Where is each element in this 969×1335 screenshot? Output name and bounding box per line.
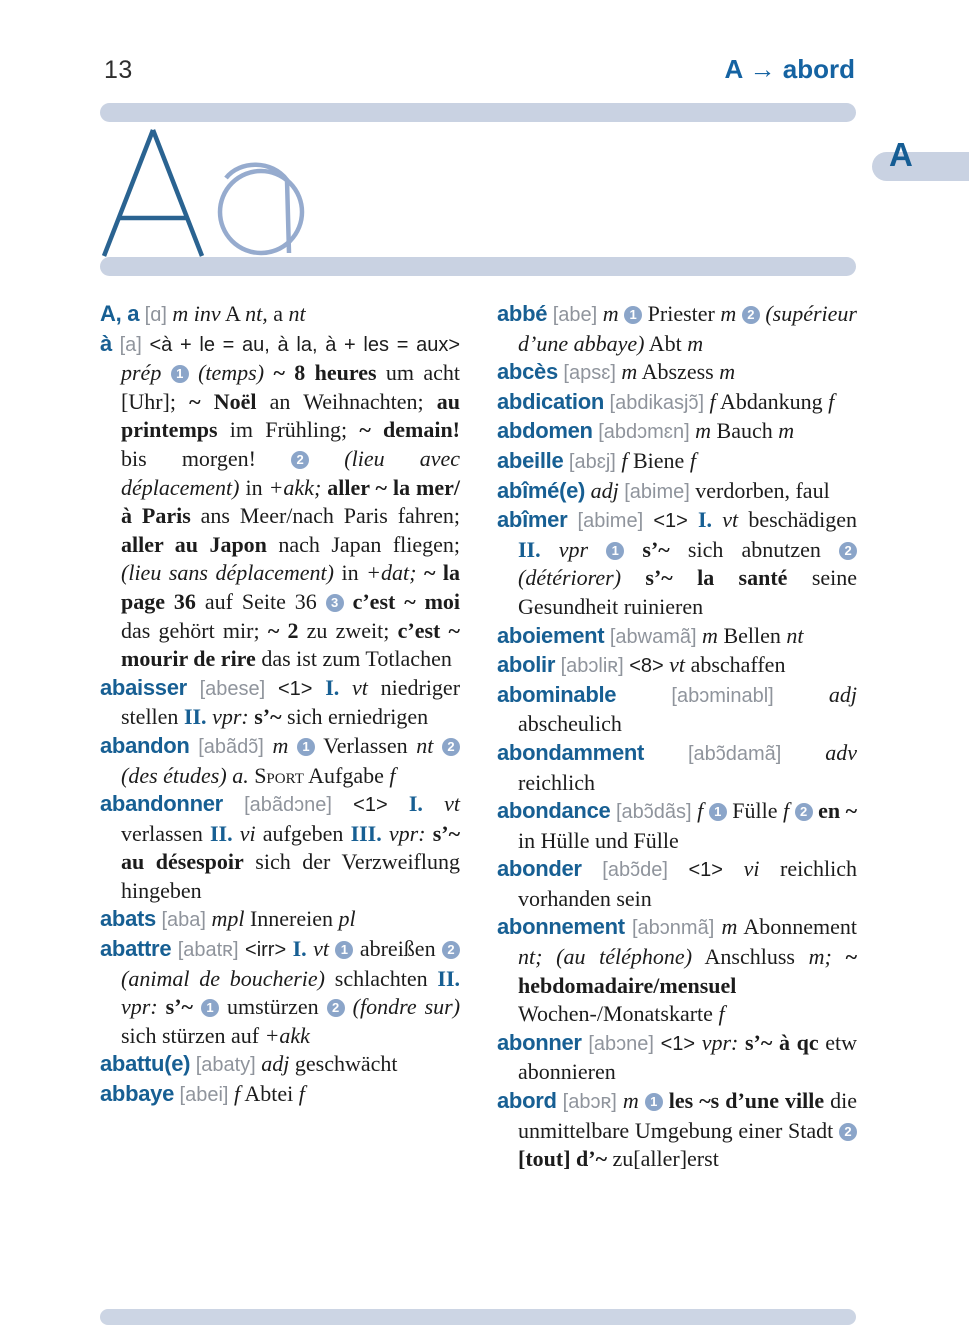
dictionary-entry <box>100 330 460 674</box>
translation-text: an Weihnachten; <box>269 388 424 414</box>
italic-label: vt <box>722 507 739 533</box>
headword: abandonner <box>100 791 223 817</box>
italic-label: nt <box>786 622 804 648</box>
example-phrase: ~ 8 heures <box>273 360 377 386</box>
example-phrase: les ~s d’une ville <box>668 1088 825 1114</box>
example-phrase: aller au Japon <box>121 531 267 557</box>
roman-numeral: II. <box>518 536 541 562</box>
italic-label: nt; <box>518 944 543 970</box>
dictionary-entry <box>100 674 460 732</box>
italic-label: m <box>702 622 718 648</box>
italic-label: a. <box>232 762 249 788</box>
translation-text: sich der Verzweiflung hingeben <box>121 849 460 903</box>
sense-number-badge: 1 <box>297 738 315 756</box>
headword: abaisser <box>100 674 187 700</box>
italic-label: +akk; <box>268 474 322 500</box>
dictionary-entry <box>100 732 460 790</box>
headword: abord <box>497 1088 557 1114</box>
italic-label: m <box>622 1088 639 1114</box>
italic-label: f <box>782 798 790 824</box>
italic-label: (temps) <box>198 360 265 386</box>
phonetic-transcription: [abɔminabl] <box>671 684 774 707</box>
example-phrase: [tout] d’~ <box>518 1146 608 1172</box>
translation-text: zu zweit; <box>306 617 390 643</box>
italic-label: vi <box>743 856 760 882</box>
phonetic-transcription: [abatʀ] <box>177 939 239 962</box>
translation-text: A <box>224 301 240 326</box>
translation-text: aufgeben <box>262 820 344 846</box>
example-phrase: s’~ la santé <box>645 565 788 591</box>
translation-text: niedriger stellen <box>121 674 461 730</box>
translation-text: verdorben, faul <box>695 477 830 503</box>
italic-label: mpl <box>211 906 245 932</box>
dictionary-columns <box>100 300 858 1174</box>
headword: abonnement <box>497 914 625 940</box>
headword: abondamment <box>497 739 645 765</box>
sense-number-badge: 2 <box>442 941 460 959</box>
italic-label: (lieu sans déplacement) <box>121 560 334 586</box>
bottom-divider-bar <box>100 1309 856 1325</box>
dictionary-entry <box>497 358 857 388</box>
column-left <box>100 300 460 1174</box>
example-phrase: c’est ~ moi <box>352 588 461 614</box>
italic-label: (détériorer) <box>518 565 622 591</box>
phonetic-transcription: [a] <box>119 333 142 356</box>
italic-label: f <box>389 762 396 788</box>
italic-label: f <box>621 447 628 473</box>
phonetic-transcription: [abɔʀ] <box>562 1091 617 1114</box>
sense-number-badge: 2 <box>291 451 309 469</box>
translation-text: Bauch <box>716 418 773 444</box>
headword: abbé <box>497 301 548 326</box>
phonetic-transcription: [abɔ̃de] <box>602 859 668 882</box>
italic-label: m <box>272 732 289 758</box>
italic-label: f <box>233 1081 241 1107</box>
dictionary-entry <box>497 855 857 913</box>
section-letters-art <box>98 124 328 262</box>
translation-text: Innereien <box>249 906 334 932</box>
italic-label: (animal de boucherie) <box>121 965 326 991</box>
example-phrase: s’~ <box>642 536 670 562</box>
example-phrase: ~ la page 36 <box>121 560 461 614</box>
translation-text: um acht [Uhr]; <box>121 360 461 414</box>
phonetic-transcription: [abɔ̃damã] <box>687 742 782 765</box>
example-phrase: ~ hebdomadaire/mensuel <box>518 944 858 998</box>
grammar-info: <8> <box>629 655 664 678</box>
sense-number-badge: 1 <box>201 999 219 1017</box>
translation-text: beschädigen <box>748 507 858 533</box>
dictionary-entry <box>497 797 857 855</box>
italic-label: (lieu avec déplacement) <box>121 445 461 500</box>
translation-text: abschaffen <box>690 652 786 678</box>
italic-label: vt <box>669 652 686 678</box>
italic-label: vi <box>239 820 256 846</box>
section-letter-A-icon <box>104 130 202 256</box>
translation-text: a <box>273 301 284 326</box>
example-phrase: s’~ au désespoir <box>121 820 461 875</box>
italic-label: f <box>689 447 696 473</box>
translation-text: Fülle <box>732 798 778 824</box>
example-phrase: s’~ <box>165 994 193 1020</box>
translation-text: in <box>245 474 263 500</box>
translation-text: Wochen-/Monatskarte <box>518 1001 713 1027</box>
translation-text: Biene <box>633 447 685 473</box>
italic-label: vpr: <box>212 704 249 730</box>
translation-text: Aufgabe <box>308 762 384 788</box>
headword: abondance <box>497 798 611 824</box>
translation-text: seine Gesundheit ruinieren <box>518 565 858 619</box>
example-phrase: ~ demain! <box>359 417 460 443</box>
phonetic-transcription: [apsɛ] <box>563 362 616 385</box>
headword: abbaye <box>100 1081 175 1107</box>
sense-number-badge: 1 <box>624 306 642 324</box>
italic-label: (au téléphone) <box>556 944 693 970</box>
translation-text: schlachten <box>334 965 428 991</box>
italic-label: vpr <box>558 536 589 562</box>
italic-label: +dat; <box>366 560 417 586</box>
phonetic-transcription: [abɔliʀ] <box>560 655 624 678</box>
italic-label: adj <box>828 681 857 707</box>
translation-text: Abszess <box>641 359 714 385</box>
translation-text: bis morgen! <box>121 445 256 471</box>
example-phrase: ~ Noël <box>189 388 257 414</box>
roman-numeral: I. <box>408 791 423 817</box>
headword: à <box>100 330 112 356</box>
italic-label: vpr: <box>121 994 158 1020</box>
translation-text: das ist zum Totlachen <box>261 646 452 672</box>
phonetic-transcription: [abwamã] <box>609 625 697 648</box>
italic-label: (fondre sur) <box>352 994 461 1020</box>
example-phrase: c’est ~ mourir de rire <box>121 617 460 672</box>
phonetic-transcription: [abei] <box>179 1084 229 1107</box>
sense-number-badge: 1 <box>606 542 624 560</box>
headword: abdication <box>497 388 605 414</box>
italic-label: f <box>718 1001 725 1027</box>
translation-text: Abt <box>648 330 682 356</box>
sense-number-badge: 2 <box>327 999 345 1017</box>
grammar-info: <1> <box>660 1032 696 1055</box>
thumb-tab <box>872 152 969 181</box>
phonetic-transcription: [abɛj] <box>568 450 616 473</box>
roman-numeral: II. <box>437 965 461 991</box>
italic-label: m; <box>808 944 832 970</box>
translation-text: das gehört mir; <box>121 617 260 643</box>
roman-numeral: I. <box>325 674 340 700</box>
italic-label: nt, <box>245 301 268 326</box>
dictionary-entry <box>497 447 857 477</box>
grammar-info: <1> <box>653 510 688 533</box>
dictionary-entry <box>100 300 460 330</box>
translation-text: Verlassen <box>323 732 408 758</box>
italic-label: vt <box>313 936 329 962</box>
dictionary-entry <box>100 1050 460 1080</box>
italic-label: (des études) <box>121 762 227 788</box>
middle-divider-bar <box>100 257 856 276</box>
translation-text: verlassen <box>121 820 203 846</box>
translation-text: Bellen <box>723 622 781 648</box>
translation-text: sich abnutzen <box>687 536 821 562</box>
headword: abandon <box>100 732 190 758</box>
sense-number-badge: 2 <box>742 306 760 324</box>
headword: abdomen <box>497 418 593 444</box>
phonetic-transcription: [abɔnmã] <box>632 917 715 940</box>
italic-label: m <box>778 418 795 444</box>
roman-numeral: II. <box>210 820 233 846</box>
translation-text: sich stürzen auf <box>121 1022 260 1048</box>
grammar-info: <1> <box>277 677 313 700</box>
roman-numeral: II. <box>183 704 207 730</box>
phonetic-transcription: [abdikasjɔ̃] <box>609 391 705 414</box>
grammar-info: <1> <box>353 794 388 817</box>
headword: abeille <box>497 447 564 473</box>
section-letter-a-icon <box>220 165 302 253</box>
dictionary-entry <box>100 935 460 1050</box>
sense-number-badge: 2 <box>839 1123 857 1141</box>
grammar-info: <irr> <box>245 939 287 962</box>
headword: A, a <box>100 301 140 326</box>
dictionary-entry <box>497 622 857 652</box>
translation-text: auf Seite 36 <box>204 588 317 614</box>
headword: abominable <box>497 681 617 707</box>
headword: abonner <box>497 1029 582 1055</box>
italic-label: adv <box>825 739 857 765</box>
headword: abolir <box>497 652 556 678</box>
sense-number-badge: 2 <box>442 738 460 756</box>
dictionary-entry <box>100 905 460 935</box>
sense-number-badge: 1 <box>171 365 189 383</box>
italic-label: f <box>298 1081 305 1107</box>
headword: abcès <box>497 359 558 385</box>
italic-label: f <box>709 388 716 414</box>
phonetic-transcription: [abime] <box>624 480 690 503</box>
translation-text: reichlich vorhanden sein <box>518 856 858 911</box>
dictionary-entry <box>497 417 857 447</box>
sense-number-badge: 2 <box>839 542 857 560</box>
sense-number-badge: 3 <box>326 594 344 612</box>
phonetic-transcription: [abɔne] <box>588 1032 654 1055</box>
italic-label: m <box>720 301 737 326</box>
sense-number-badge: 1 <box>645 1093 663 1111</box>
translation-text: nach Japan fliegen; <box>278 531 461 557</box>
thumb-tab-letter: A <box>889 136 913 173</box>
example-phrase: s’~ <box>254 704 282 730</box>
smallcaps-label: Sport <box>254 762 304 788</box>
translation-text: Anschluss <box>704 944 795 970</box>
example-phrase: en ~ <box>818 798 858 824</box>
dictionary-entry <box>497 681 857 739</box>
translation-text: reichlich <box>518 769 595 795</box>
translation-text: in <box>341 560 359 586</box>
italic-label: f <box>697 798 704 824</box>
phonetic-transcription: [abãdɔne] <box>244 794 332 817</box>
headword: abîmer <box>497 507 568 533</box>
column-right <box>497 300 857 1174</box>
translation-text: etw abonnieren <box>518 1029 858 1085</box>
example-phrase: ~ 2 <box>267 617 299 643</box>
italic-label: vt <box>351 674 368 700</box>
italic-label: nt <box>288 301 306 326</box>
phonetic-transcription: [abɔ̃dãs] <box>615 801 692 824</box>
italic-label: +akk <box>264 1022 310 1048</box>
phonetic-transcription: [abdɔmɛn] <box>598 421 690 444</box>
roman-numeral: III. <box>350 820 382 846</box>
dictionary-entry <box>497 913 857 1028</box>
sense-number-badge: 1 <box>709 803 727 821</box>
translation-text: abreißen <box>359 936 436 962</box>
phonetic-transcription: [abe] <box>552 304 598 326</box>
example-phrase: au printemps <box>121 388 460 443</box>
italic-label: m <box>719 359 736 385</box>
italic-label: m <box>621 359 638 385</box>
phonetic-transcription: [abaty] <box>195 1054 256 1077</box>
sense-number-badge: 2 <box>795 803 813 821</box>
translation-text: zu[aller]erst <box>612 1146 719 1172</box>
example-phrase: aller ~ la mer/à Paris <box>121 474 461 529</box>
translation-text: ans Meer/nach Paris fahren; <box>200 503 460 529</box>
phonetic-transcription: [ɑ] <box>144 304 167 326</box>
phonetic-transcription: [aba] <box>161 909 206 932</box>
headword: abats <box>100 906 156 932</box>
phonetic-transcription: [abese] <box>199 677 266 700</box>
translation-text: Abtei <box>244 1081 294 1107</box>
translation-text: in Hülle und Fülle <box>518 827 679 853</box>
grammar-info: <1> <box>688 859 723 882</box>
italic-label: m <box>602 301 619 326</box>
dictionary-entry <box>497 388 857 418</box>
italic-label: vt <box>444 791 461 817</box>
italic-label: m <box>721 914 738 940</box>
italic-label: adj <box>590 477 619 503</box>
dictionary-entry <box>497 651 857 681</box>
headword: abîmé(e) <box>497 477 586 503</box>
translation-text: im Frühling; <box>229 417 348 443</box>
grammar-info: <à + le = au, à la, à + les = aux> <box>149 333 461 356</box>
translation-text: Abdankung <box>719 388 823 414</box>
italic-label: m <box>687 330 704 356</box>
headword: aboiement <box>497 622 605 648</box>
translation-text: Priester <box>647 301 715 326</box>
headword: abonder <box>497 856 582 882</box>
translation-text: die unmittelbare Umgebung einer Stadt <box>518 1088 858 1143</box>
italic-label: pl <box>338 906 356 932</box>
headword: abattu(e) <box>100 1051 191 1077</box>
italic-label: f <box>828 388 835 414</box>
sense-number-badge: 1 <box>335 941 353 959</box>
top-divider-bar <box>100 103 856 122</box>
phonetic-transcription: [abãdɔ̃] <box>198 735 264 758</box>
translation-text: geschwächt <box>294 1051 398 1077</box>
italic-label: m inv <box>172 301 221 326</box>
dictionary-entry <box>497 1029 857 1087</box>
italic-label: prép <box>121 360 162 386</box>
phonetic-transcription: [abime] <box>577 510 644 533</box>
italic-label: vpr: <box>701 1029 739 1055</box>
translation-text: sich erniedrigen <box>287 704 429 730</box>
dictionary-entry <box>497 506 857 621</box>
italic-label: (supérieur d’une abbaye) <box>518 301 857 356</box>
italic-label: m <box>695 418 712 444</box>
dictionary-entry <box>497 1087 857 1174</box>
italic-label: vpr: <box>388 820 426 846</box>
roman-numeral: I. <box>292 936 307 962</box>
dictionary-entry <box>497 477 857 507</box>
dictionary-entry <box>100 790 460 905</box>
roman-numeral: I. <box>698 507 713 533</box>
example-phrase: s’~ à qc <box>745 1029 819 1055</box>
page-number: 13 <box>104 56 133 84</box>
dictionary-entry <box>497 300 857 358</box>
translation-text: abscheulich <box>518 711 622 737</box>
headword: abattre <box>100 936 172 962</box>
translation-text: Abonnement <box>743 914 857 940</box>
italic-label: adj <box>261 1051 290 1077</box>
translation-text: umstürzen <box>226 994 319 1020</box>
dictionary-entry <box>100 1080 460 1110</box>
guide-words: A → abord <box>724 54 855 84</box>
italic-label: nt <box>416 732 434 758</box>
dictionary-entry <box>497 739 857 797</box>
